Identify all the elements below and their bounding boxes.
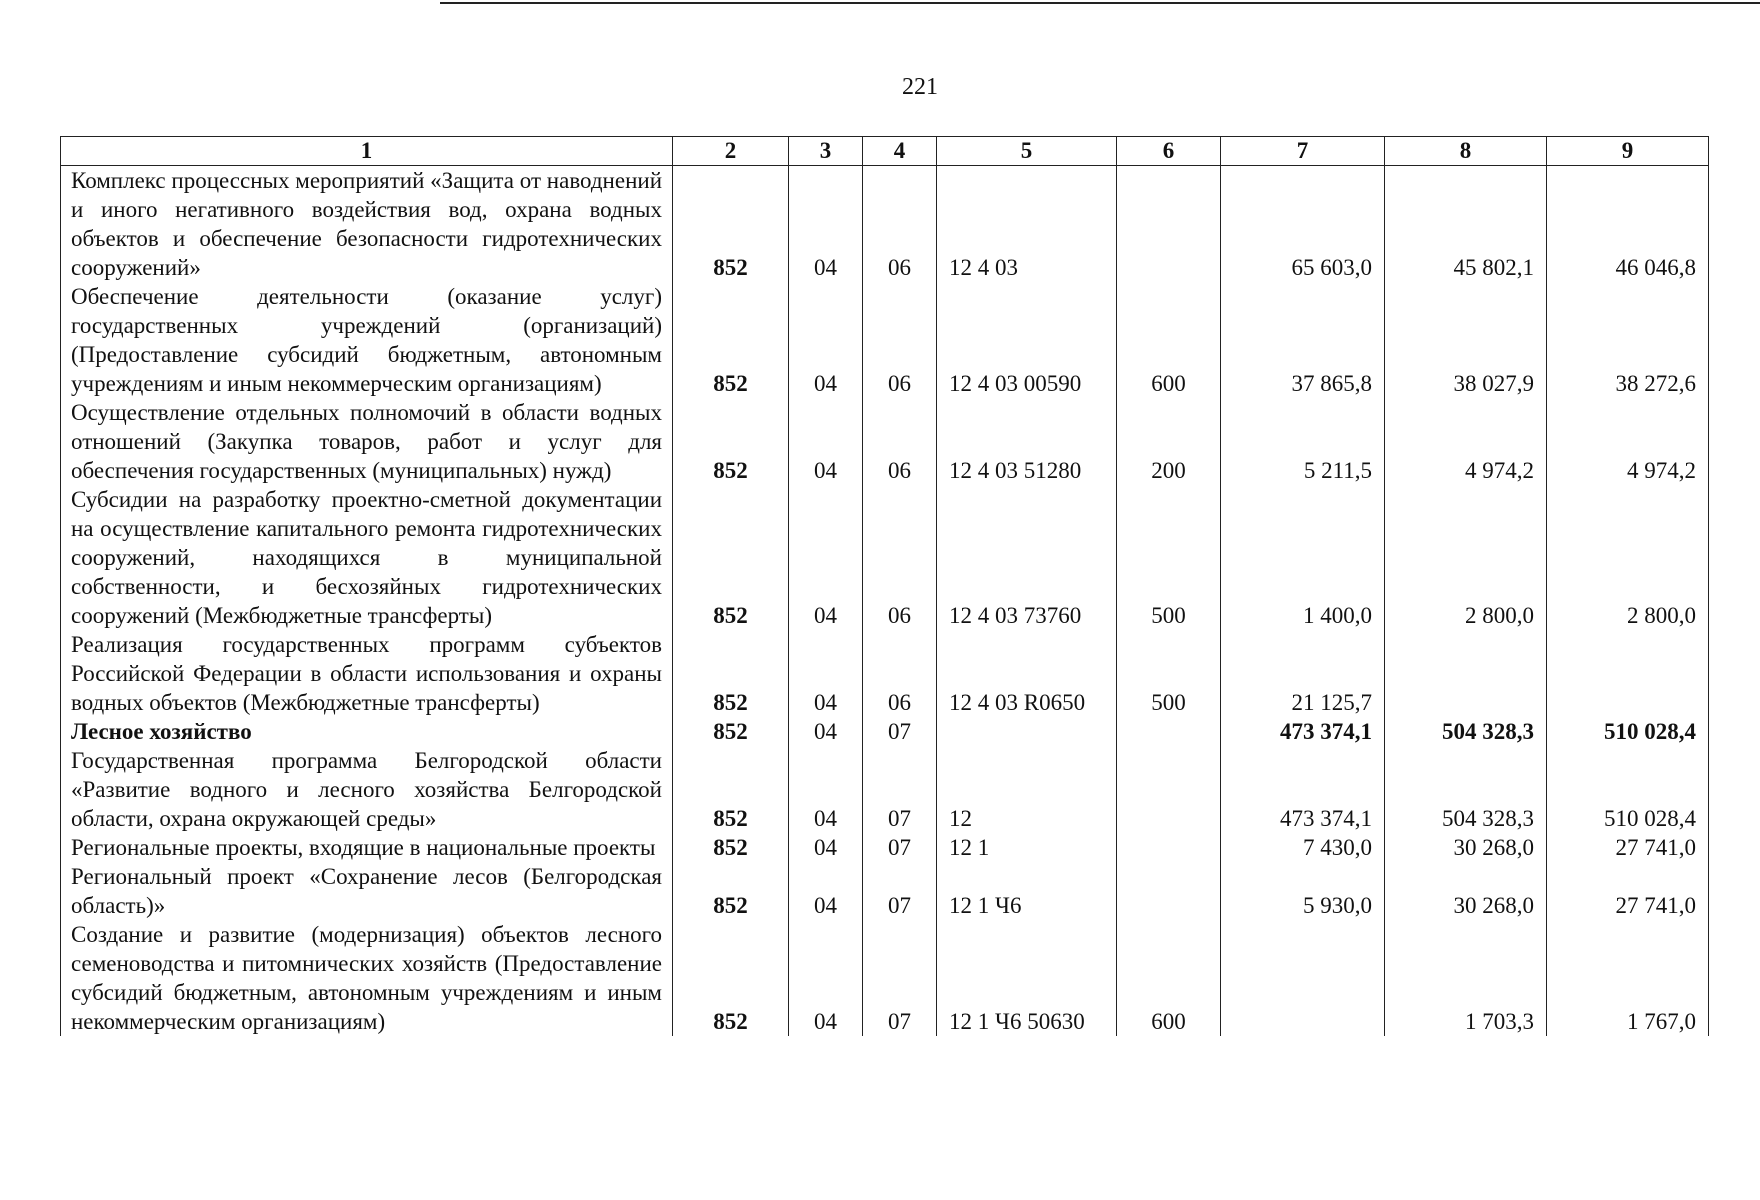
table-body <box>61 166 1709 1037</box>
budget-table <box>60 136 1709 1036</box>
row-section: 04 <box>789 166 863 283</box>
row-subsection: 07 <box>863 833 937 862</box>
col-header-7: 7 <box>1221 137 1385 166</box>
row-section: 04 <box>789 920 863 1036</box>
row-subsection: 07 <box>863 862 937 920</box>
row-target-article <box>937 717 1117 746</box>
table-row <box>61 746 1709 833</box>
row-subsection: 06 <box>863 166 937 283</box>
row-amount-7: 5 211,5 <box>1221 398 1385 485</box>
row-name: Лесное хозяйство <box>61 717 673 746</box>
row-expense-type <box>1117 833 1221 862</box>
row-admin-code: 852 <box>673 485 789 630</box>
row-expense-type: 600 <box>1117 282 1221 398</box>
table-row <box>61 485 1709 630</box>
row-amount-9: 27 741,0 <box>1547 833 1709 862</box>
row-section: 04 <box>789 630 863 717</box>
table-row <box>61 630 1709 717</box>
page-number: 221 <box>902 74 938 100</box>
table-row <box>61 282 1709 398</box>
row-amount-8: 45 802,1 <box>1385 166 1547 283</box>
row-expense-type: 200 <box>1117 398 1221 485</box>
col-header-4: 4 <box>863 137 937 166</box>
row-amount-7: 473 374,1 <box>1221 717 1385 746</box>
row-section: 04 <box>789 398 863 485</box>
col-header-3: 3 <box>789 137 863 166</box>
row-subsection: 06 <box>863 282 937 398</box>
row-admin-code: 852 <box>673 630 789 717</box>
row-amount-9 <box>1547 630 1709 717</box>
row-target-article: 12 1 Ч6 50630 <box>937 920 1117 1036</box>
row-admin-code: 852 <box>673 833 789 862</box>
row-section: 04 <box>789 746 863 833</box>
row-amount-9: 1 767,0 <box>1547 920 1709 1036</box>
col-header-8: 8 <box>1385 137 1547 166</box>
row-amount-7: 1 400,0 <box>1221 485 1385 630</box>
row-name: Осуществление отдельных полномочий в области водных отношений (Закупка товаров, работ и услуг для обеспечения государственных (муниципальных) нужд) <box>61 398 673 485</box>
col-header-6: 6 <box>1117 137 1221 166</box>
row-admin-code: 852 <box>673 166 789 283</box>
row-target-article: 12 4 03 73760 <box>937 485 1117 630</box>
row-admin-code: 852 <box>673 282 789 398</box>
row-target-article: 12 1 Ч6 <box>937 862 1117 920</box>
row-subsection: 07 <box>863 920 937 1036</box>
row-admin-code: 852 <box>673 398 789 485</box>
row-amount-7: 21 125,7 <box>1221 630 1385 717</box>
row-amount-8: 2 800,0 <box>1385 485 1547 630</box>
row-name: Региональный проект «Сохранение лесов (Белгородская область)» <box>61 862 673 920</box>
row-name: Субсидии на разработку проектно-сметной документации на осуществление капитального ремонта гидротехнических сооружений, находящихся в муниципальной собственности, и бесхозяйных гидротехнических сооружений (Межбюджетные трансферты) <box>61 485 673 630</box>
top-rule <box>440 2 1760 4</box>
row-subsection: 06 <box>863 398 937 485</box>
row-amount-9: 27 741,0 <box>1547 862 1709 920</box>
row-target-article: 12 1 <box>937 833 1117 862</box>
table-row <box>61 398 1709 485</box>
row-amount-8: 30 268,0 <box>1385 862 1547 920</box>
row-expense-type <box>1117 862 1221 920</box>
row-expense-type: 500 <box>1117 485 1221 630</box>
row-expense-type: 600 <box>1117 920 1221 1036</box>
row-name: Создание и развитие (модернизация) объектов лесного семеноводства и питомнических хозяйств (Предоставление субсидий бюджетным, автономным учреждениям и иным некоммерческим организациям) <box>61 920 673 1036</box>
row-amount-9: 4 974,2 <box>1547 398 1709 485</box>
row-amount-7: 7 430,0 <box>1221 833 1385 862</box>
col-header-1: 1 <box>61 137 673 166</box>
row-amount-7 <box>1221 920 1385 1036</box>
row-name: Реализация государственных программ субъектов Российской Федерации в области использования и охраны водных объектов (Межбюджетные трансферты) <box>61 630 673 717</box>
row-amount-7: 65 603,0 <box>1221 166 1385 283</box>
table-row <box>61 862 1709 920</box>
col-header-9: 9 <box>1547 137 1709 166</box>
row-admin-code: 852 <box>673 746 789 833</box>
row-name: Обеспечение деятельности (оказание услуг) государственных учреждений (организаций) (Предоставление субсидий бюджетным, автономным учреждениям и иным некоммерческим организациям) <box>61 282 673 398</box>
row-target-article: 12 4 03 <box>937 166 1117 283</box>
row-target-article: 12 4 03 00590 <box>937 282 1117 398</box>
row-name: Государственная программа Белгородской области «Развитие водного и лесного хозяйства Белгородской области, охрана окружающей среды» <box>61 746 673 833</box>
row-amount-8 <box>1385 630 1547 717</box>
row-target-article: 12 <box>937 746 1117 833</box>
row-section: 04 <box>789 485 863 630</box>
row-target-article: 12 4 03 R0650 <box>937 630 1117 717</box>
row-expense-type <box>1117 166 1221 283</box>
table-row <box>61 717 1709 746</box>
row-name: Региональные проекты, входящие в национальные проекты <box>61 833 673 862</box>
table-row <box>61 920 1709 1036</box>
row-subsection: 07 <box>863 717 937 746</box>
row-amount-9: 510 028,4 <box>1547 746 1709 833</box>
col-header-2: 2 <box>673 137 789 166</box>
row-amount-9: 2 800,0 <box>1547 485 1709 630</box>
table-row <box>61 166 1709 283</box>
row-amount-8: 1 703,3 <box>1385 920 1547 1036</box>
row-subsection: 07 <box>863 746 937 833</box>
row-expense-type: 500 <box>1117 630 1221 717</box>
col-header-5: 5 <box>937 137 1117 166</box>
row-name: Комплекс процессных мероприятий «Защита от наводнений и иного негативного воздействия вод, охрана водных объектов и обеспечение безопасности гидротехнических сооружений» <box>61 166 673 283</box>
row-amount-8: 38 027,9 <box>1385 282 1547 398</box>
row-amount-9: 510 028,4 <box>1547 717 1709 746</box>
row-expense-type <box>1117 717 1221 746</box>
row-amount-8: 504 328,3 <box>1385 746 1547 833</box>
row-amount-8: 30 268,0 <box>1385 833 1547 862</box>
row-subsection: 06 <box>863 485 937 630</box>
row-admin-code: 852 <box>673 920 789 1036</box>
table-row <box>61 833 1709 862</box>
row-amount-7: 5 930,0 <box>1221 862 1385 920</box>
row-section: 04 <box>789 833 863 862</box>
row-subsection: 06 <box>863 630 937 717</box>
row-section: 04 <box>789 717 863 746</box>
row-amount-8: 504 328,3 <box>1385 717 1547 746</box>
row-section: 04 <box>789 282 863 398</box>
row-amount-8: 4 974,2 <box>1385 398 1547 485</box>
table-header <box>61 137 1709 166</box>
row-amount-7: 37 865,8 <box>1221 282 1385 398</box>
row-amount-7: 473 374,1 <box>1221 746 1385 833</box>
row-section: 04 <box>789 862 863 920</box>
row-expense-type <box>1117 746 1221 833</box>
row-target-article: 12 4 03 51280 <box>937 398 1117 485</box>
row-amount-9: 46 046,8 <box>1547 166 1709 283</box>
row-amount-9: 38 272,6 <box>1547 282 1709 398</box>
row-admin-code: 852 <box>673 717 789 746</box>
row-admin-code: 852 <box>673 862 789 920</box>
